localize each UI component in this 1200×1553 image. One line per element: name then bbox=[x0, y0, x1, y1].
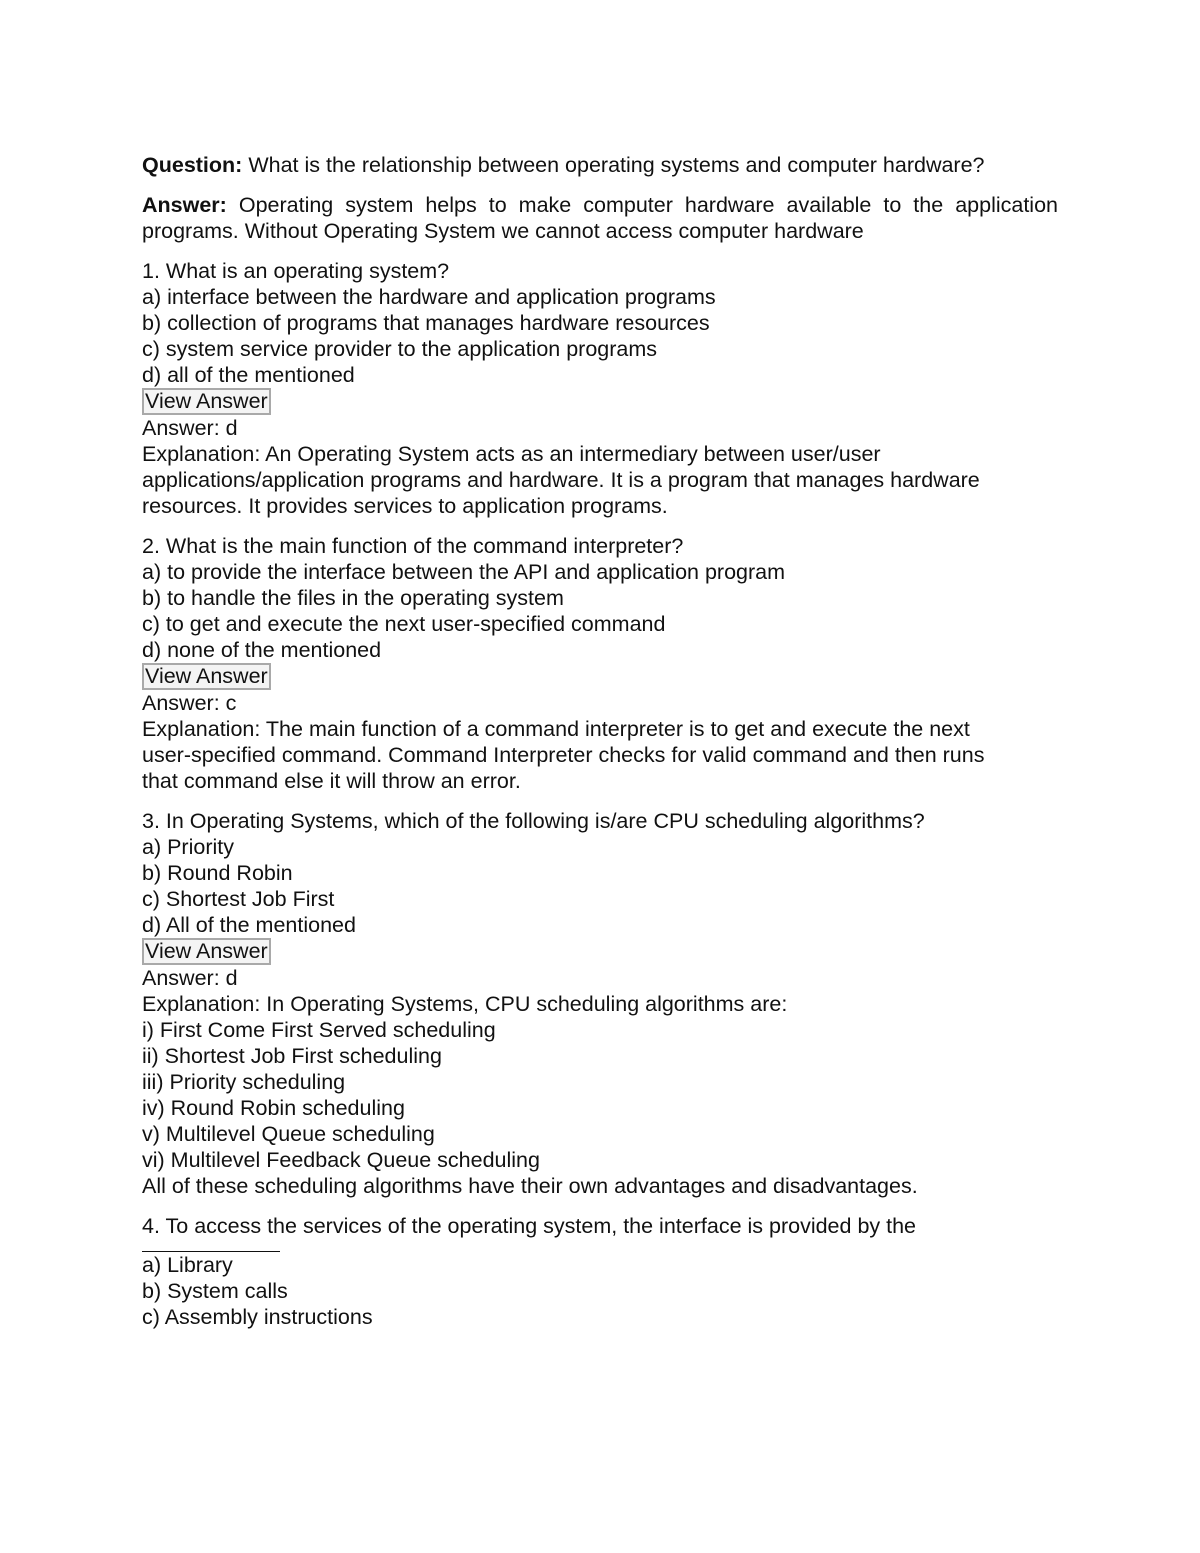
option-c: c) Shortest Job First bbox=[142, 887, 335, 911]
option-d: d) none of the mentioned bbox=[142, 638, 382, 662]
option-b: b) Round Robin bbox=[142, 861, 293, 885]
option-c: c) system service provider to the application programs bbox=[142, 337, 658, 361]
intro-answer bbox=[142, 192, 1058, 244]
question-text: 4. To access the services of the operating system, the interface is provided by the bbox=[142, 1214, 917, 1238]
answer-text: Operating system helps to make computer hardware available to the application programs. Without Operating System we cannot access computer hardware bbox=[142, 193, 1058, 243]
option-b: b) collection of programs that manages hardware resources bbox=[142, 311, 710, 335]
view-answer-button[interactable]: View Answer bbox=[142, 663, 271, 690]
explanation-line: resources. It provides services to application programs. bbox=[142, 494, 668, 518]
question-block-2 bbox=[142, 533, 1058, 794]
explanation-line: applications/application programs and hardware. It is a program that manages hardware bbox=[142, 468, 980, 492]
explanation-line: ii) Shortest Job First scheduling bbox=[142, 1044, 442, 1068]
answer-line: Answer: d bbox=[142, 416, 238, 440]
document-page bbox=[142, 152, 1058, 1344]
option-a: a) Priority bbox=[142, 835, 234, 859]
option-a: a) interface between the hardware and application programs bbox=[142, 285, 716, 309]
explanation-line: that command else it will throw an error. bbox=[142, 769, 521, 793]
option-c: c) to get and execute the next user-specified command bbox=[142, 612, 666, 636]
answer-line: Answer: d bbox=[142, 966, 238, 990]
explanation-line: iv) Round Robin scheduling bbox=[142, 1096, 405, 1120]
option-a: a) to provide the interface between the API and application program bbox=[142, 560, 786, 584]
view-answer-button[interactable]: View Answer bbox=[142, 388, 271, 415]
answer-line: Answer: c bbox=[142, 691, 237, 715]
explanation-line: vi) Multilevel Feedback Queue scheduling bbox=[142, 1148, 540, 1172]
answer-label: Answer: bbox=[142, 193, 227, 217]
question-block-1 bbox=[142, 258, 1058, 519]
explanation-line: user-specified command. Command Interpreter checks for valid command and then runs bbox=[142, 743, 985, 767]
question-text: 1. What is an operating system? bbox=[142, 259, 450, 283]
question-text: 3. In Operating Systems, which of the following is/are CPU scheduling algorithms? bbox=[142, 809, 925, 833]
question-block-3 bbox=[142, 808, 1058, 1199]
explanation-line: Explanation: In Operating Systems, CPU scheduling algorithms are: bbox=[142, 992, 788, 1016]
option-d: d) all of the mentioned bbox=[142, 363, 355, 387]
question-block-4 bbox=[142, 1213, 1058, 1330]
explanation-line: Explanation: An Operating System acts as an intermediary between user/user bbox=[142, 442, 881, 466]
option-a: a) Library bbox=[142, 1253, 233, 1277]
explanation-line: Explanation: The main function of a command interpreter is to get and execute the next bbox=[142, 717, 970, 741]
option-c: c) Assembly instructions bbox=[142, 1305, 373, 1329]
intro-question bbox=[142, 152, 1058, 178]
explanation-line: v) Multilevel Queue scheduling bbox=[142, 1122, 435, 1146]
option-b: b) to handle the files in the operating system bbox=[142, 586, 564, 610]
option-b: b) System calls bbox=[142, 1279, 288, 1303]
question-text: What is the relationship between operating systems and computer hardware? bbox=[248, 153, 985, 177]
explanation-line: All of these scheduling algorithms have their own advantages and disadvantages. bbox=[142, 1174, 918, 1198]
view-answer-button[interactable]: View Answer bbox=[142, 938, 271, 965]
explanation-line: iii) Priority scheduling bbox=[142, 1070, 346, 1094]
question-text: 2. What is the main function of the command interpreter? bbox=[142, 534, 684, 558]
question-label: Question: bbox=[142, 153, 243, 177]
explanation-line: i) First Come First Served scheduling bbox=[142, 1018, 496, 1042]
fill-in-blank bbox=[142, 1239, 280, 1252]
option-d: d) All of the mentioned bbox=[142, 913, 356, 937]
